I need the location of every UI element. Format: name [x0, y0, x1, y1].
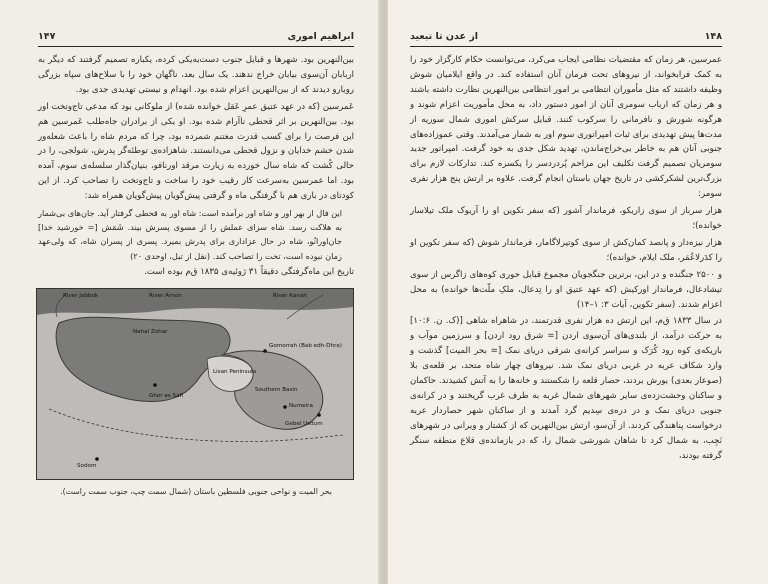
map-label: Nahal Zohar: [133, 328, 168, 335]
paragraph: عمرسین، هر زمان که مقتضیات نظامی ایجاب می‌کرد، می‌توانست حکام کارگزار خود را به کمک فرابخواند، از نیروهای تحت فرمان آنان استفاده کند. در واقع ایلامیان شوش وظیفه داشتند که مثل مأموران انتظامی بر امور انتظامی بین‌النهرین نظارت داشته باشند و هر زمان که ارباب سومری آنان از امور دستور داد، به محل مأموریت اعزام شوند و هرگونه شورش و نافرمانی را سرکوب کنند. قبایل سرکش اموری شمال سوریه از مدت‌ها پیش تهدیدی برای ثبات امپراتوری سوم اور به شمار می‌آمدند. وقتی عموزاده‌های جنوبی آنان هم به خاطر بی‌خراج‌ماندن، تهدید شکل جدی به خود گرفت. امپراتور جدید سومریان تصمیم گرفت تکلیف این مزاحم پُردردسر را یکسره کند. تدارکات لازم برای بزرگ‌ترین لشکرکشی در تاریخ جهان باستان انجام گرفت. علاوه بر ارتش پنج هزار نفری سومر:: [410, 55, 722, 200]
map-label: Southern Basin: [255, 386, 298, 393]
map-graphic: [37, 289, 353, 479]
block-quote: [38, 206, 354, 263]
left-page: [0, 0, 380, 584]
paragraph: هزار نیزه‌دار و پانصد کمان‌کش از سوی کوتیرلاگامار، فرماندار شوش (که سفر تکوین او را کدَرلاعُمَر، ملک ایلام، خوانده)؛: [410, 237, 722, 263]
after-quote-text: [38, 265, 354, 280]
running-title: از عدن تا تبعید: [410, 30, 479, 42]
running-title: ابراهیم اموری: [287, 30, 354, 42]
map-caption: بحر المیت و نواحی جنوبی فلسطین باستان (شمال سمت چپ، جنوب سمت راست).: [60, 486, 332, 496]
map-label: River Jabbok: [63, 292, 99, 299]
paragraph: هزار سرباز از سوی زاریکو، فرماندار آشور (که سفر تکوین او را آریوک ملک تیلاسار خوانده)؛: [410, 206, 722, 231]
paragraph: بین‌النهرین بود. شهرها و قبایل جنوب دست‌به‌یکی کرده، یکباره تصمیم گرفتند که دیگر به اربابان آن‌سوی بیابان خراج ندهند. یک سال بعد، ناگهان خود را با سلاح‌های سپاه بزرگی رویارو دیدند که از بین‌النهرین اعزام شده بود. انهدام و نیستی تهدیدی جدی بود.: [38, 55, 354, 95]
paragraph: تاریخ این ماه‌گرفتگی دقیقاً ۳۱ ژوئیه‌ی ۱۸۳۵ ق‌م بوده است.: [144, 266, 354, 277]
map-label: Lisan Peninsula: [213, 368, 257, 375]
map-label: Ghor es Safi: [149, 392, 184, 399]
map-label: River Kanah: [273, 292, 307, 299]
dead-sea-map: [36, 288, 354, 480]
paragraph: و ۲۵۰۰ جنگنده و در این، برترین جنگجویان مجموع قبایل حوری کوه‌های زاگرس از سوی تیشادعال، فرماندار اورکیش (که عهد عتیق او را تِدعال، ملکِ ملّت‌ها خوانده) به محل اعزام شدند. (سفر تکوین، آیات ۳: ۱–۱۴): [410, 269, 722, 310]
map-label: Numeira: [289, 402, 313, 409]
paragraph: عَمرسین (که در عهد عتیق عمرِ عَقل خوانده شده) از ملوکانی بود که مدعی تاج‌وتخت اور بود. بین‌النهرین بر اثر قحطی ناآرام شده بود. او یکی از برادران جاه‌طلب عَمرسین هم این فرصت را برای کسب قدرت مغتنم شمرده بود، چرا که مردم شاه را باعث شعله‌ور شدن خشم خدایان و نزول قحطی می‌دانستند. شاهزاده‌ی توطئه‌گر پدرش، شولجی، را در حالی کُشت که شاه سال خورده به زیارت مرقد اورنافو، بنیان‌گذار سلسله‌ی سوم، آمده بود. اما عمرسین به‌سرعت کار رقیب خود را ساخت و تاج‌وتخت را تصاحب کرد. از این کودتای در باری هم با گرفتگی ماه و گرفتی پیش‌گویان پیش‌گویان همراه شد:: [38, 101, 354, 202]
map-label: Gomorrah (Bab edh-Dhra): [269, 342, 342, 349]
page-number: ۱۴۸: [704, 30, 722, 42]
left-body-text: [38, 53, 354, 204]
quote-text: این فال از بهر اور و شاه اور برآمده است: شاه اور به قحطی گرفتار آید. جان‌های بی‌شمار به هلاکت رسد. شاه سزای عملش را از مسوی پسرش بیند. شَمَش [= خورشید خدا] جان‌اورانُو، شاه در حال عزاداری برای پدرش بمیرد. پسری از پسران شاه، که ولی‌عهد زمان نبوده است، تخت را تصاحب کند. (نقل از تبل، اوحدی ۲۰): [38, 208, 342, 261]
map-label: Gebel Usdum: [285, 420, 323, 427]
map-label: Sodom: [77, 462, 97, 469]
right-page: [388, 0, 768, 584]
paragraph: در سال ۱۸۳۳ ق‌م، این ارتش ده هزار نفری قدرتمند، در شاهراه شاهی [(ک. ن. ۱۰:۶] به حرکت درآمد، از بلندی‌های آن‌سوی اردن [= شرق رود اردن] و سرزمین موآب و باریکه‌ی کوه رود کُرَک و سراسر کرانه‌ی شرقی دریای نمک [= بحر المیت] گذشت و وارد شکاف عربه در غربی دریای نمک شد. نیروهای چهار شاه متحد، بر قلعه‌ی بلا (صوعار بعدی) یورش بردند، حصار قلعه را شکستند و خانه‌ها را به آتش کشیدند. حاکمان و ساکنان وحشت‌زده‌ی سایر شهرهای شمال غربه به طرف غرب گریختند و در کرانه‌ی جنوبی دریای نمک و در دره‌ی سِدیم گرد آمدند و از ساکنان شهر حصاردار عربه درخواست پناهندگی کردند. از آن‌سو، ارتش بین‌النهرین که از کشتار و ویرانی در شهرهای نَجِب، به شمال کرد تا شاهان شورشی شمال را، که در بازمانده‌ی قلاع منطقه سنگر گرفته بودند،: [410, 316, 722, 461]
right-page-header: [410, 28, 722, 47]
page-number: ۱۴۷: [38, 30, 56, 42]
left-page-header: [38, 28, 354, 47]
map-label: River Arnon: [149, 292, 182, 299]
right-body-text: [410, 53, 722, 463]
